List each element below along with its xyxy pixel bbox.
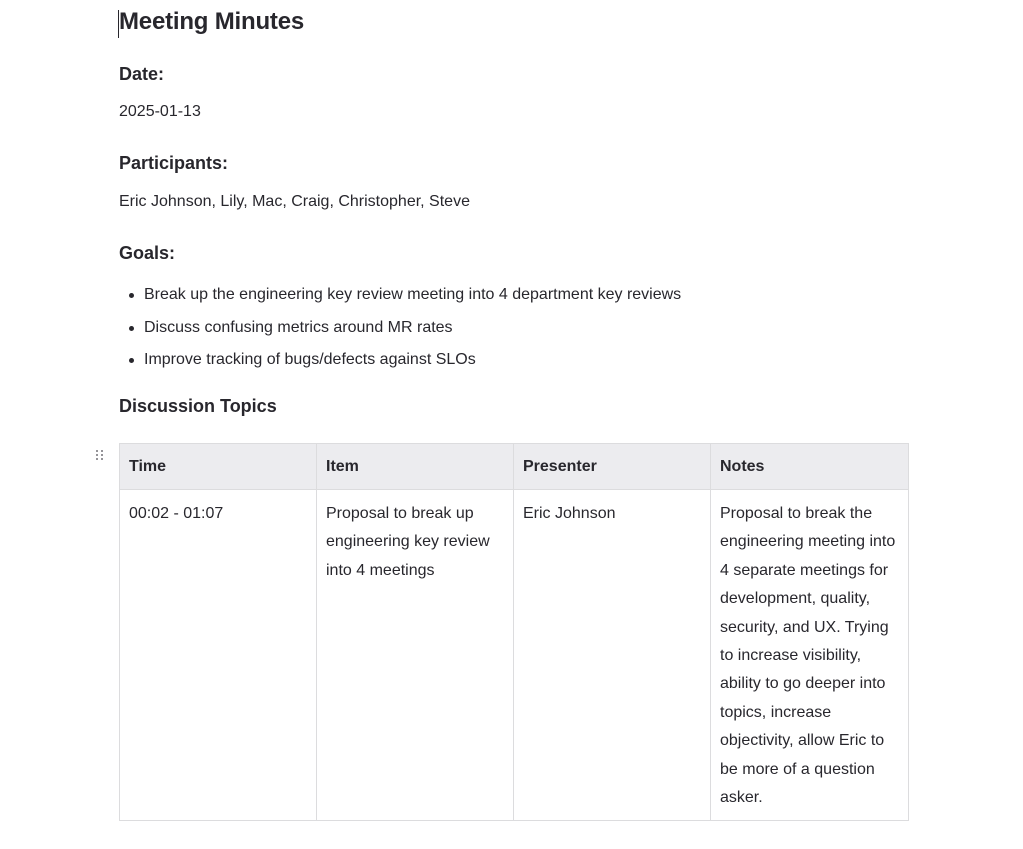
- bullet-icon: [129, 293, 134, 298]
- participants-value[interactable]: Eric Johnson, Lily, Mac, Craig, Christopher, Steve: [119, 193, 470, 210]
- participants-heading[interactable]: Participants:: [119, 153, 229, 173]
- goal-text: Improve tracking of bugs/defects against SLOs: [144, 351, 476, 368]
- cell-notes[interactable]: Proposal to break the engineering meeting into 4 separate meetings for development, quality, security, and UX. Trying to increase visibility, ability to go deeper into topics, increase objectivity, allow Eric to be more of a question asker.: [711, 490, 909, 821]
- column-header-notes[interactable]: Notes: [711, 444, 909, 490]
- goal-item[interactable]: [119, 344, 681, 377]
- goal-item[interactable]: [119, 279, 681, 312]
- date-heading[interactable]: Date:: [119, 64, 165, 84]
- date-value[interactable]: 2025-01-13: [119, 103, 201, 120]
- column-header-item[interactable]: Item: [317, 444, 514, 490]
- discussion-topics-heading[interactable]: Discussion Topics: [119, 396, 277, 416]
- goal-text: Break up the engineering key review meeting into 4 department key reviews: [144, 286, 682, 303]
- column-header-presenter[interactable]: Presenter: [514, 444, 711, 490]
- goals-heading[interactable]: Goals:: [119, 243, 176, 263]
- column-header-time[interactable]: Time: [120, 444, 317, 490]
- discussion-topics-table: [119, 443, 909, 821]
- goal-text: Discuss confusing metrics around MR rates: [144, 318, 453, 336]
- grip-vertical-icon[interactable]: [96, 450, 104, 462]
- cell-presenter[interactable]: Eric Johnson: [514, 490, 711, 821]
- table-row: [120, 490, 909, 821]
- cell-item[interactable]: Proposal to break up engineering key review into 4 meetings: [317, 490, 514, 821]
- bullet-icon: [129, 358, 134, 363]
- page-title[interactable]: Meeting Minutes: [119, 8, 305, 35]
- bullet-icon: [129, 326, 134, 331]
- goal-item[interactable]: [119, 312, 681, 345]
- table-header-row: [120, 444, 909, 490]
- goals-list: [119, 279, 681, 377]
- cell-time[interactable]: 00:02 - 01:07: [120, 490, 317, 821]
